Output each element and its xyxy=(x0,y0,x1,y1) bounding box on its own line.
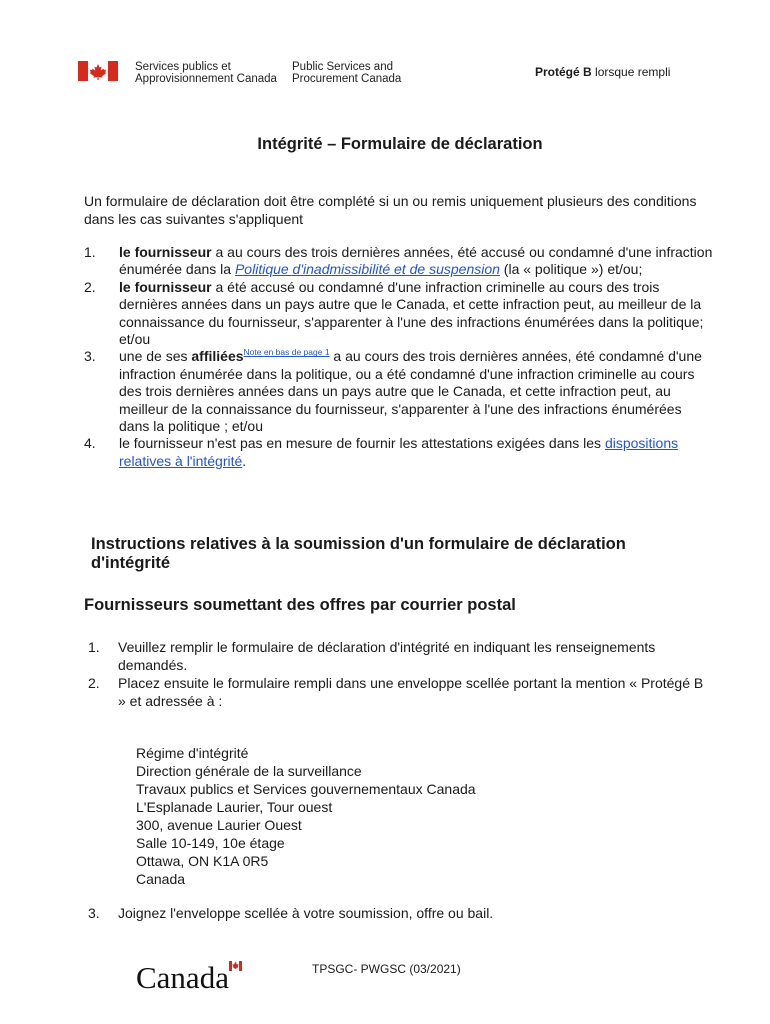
step-3 xyxy=(88,905,493,921)
list-item-number: 3. xyxy=(88,905,100,921)
department-fr-line1: Services publics et xyxy=(135,61,231,73)
steps-list xyxy=(84,638,704,710)
address-line: Salle 10-149, 10e étage xyxy=(136,835,285,851)
condition-text: a au cours des trois dernières années, été condamné d'une infraction énumérée dans la politique, ou a été condamné d'une infraction criminelle au cours des trois dernières années dans un pays autre que le Canada, et cette infraction peut, au meilleur de la connaissance du fournisseur, s'apparenter à l'une des infractions énumérées dans la politique ; et/ou xyxy=(119,348,702,435)
supplier-term: le fournisseur xyxy=(119,244,212,260)
list-item-number: 1. xyxy=(84,244,96,260)
condition-text-end: (la « politique ») et/ou; xyxy=(499,261,643,278)
step-text: Veuillez remplir le formulaire de déclaration d'intégrité en indiquant les renseignements demandés. xyxy=(118,639,656,673)
security-level: Protégé B xyxy=(535,65,592,79)
list-item xyxy=(84,279,714,349)
instructions-heading: Instructions relatives à la soumission d'un formulaire de déclaration d'intégrité xyxy=(91,535,626,572)
condition-text-end: . xyxy=(242,452,247,469)
list-item xyxy=(84,674,704,710)
page-title: Intégrité – Formulaire de déclaration xyxy=(257,135,543,153)
postal-heading: Fournisseurs soumettant des offres par courrier postal xyxy=(84,596,516,614)
security-note: lorsque rempli xyxy=(595,65,671,79)
department-en-line1: Public Services and xyxy=(292,61,393,73)
supplier-term: le fournisseur xyxy=(119,278,212,295)
list-item-number: 4. xyxy=(84,435,96,452)
department-en-line2: Procurement Canada xyxy=(292,73,402,85)
condition-prefix: une de ses xyxy=(119,348,192,365)
address-line: 300, avenue Laurier Ouest xyxy=(136,817,302,833)
address-line: Travaux publics et Services gouvernementaux Canada xyxy=(136,781,476,797)
step-text: Placez ensuite le formulaire rempli dans une enveloppe scellée portant la mention « Protégé B » et adressée à : xyxy=(118,675,704,709)
step-text: Joignez l'enveloppe scellée à votre soumission, offre ou bail. xyxy=(118,905,494,921)
list-item-number: 1. xyxy=(88,639,100,655)
wordmark-text: Canada xyxy=(136,960,229,994)
conditions-list xyxy=(84,244,714,470)
department-name-en xyxy=(292,61,401,85)
list-item-number: 2. xyxy=(84,278,96,295)
address-line: Direction générale de la surveillance xyxy=(136,763,362,779)
condition-text: le fournisseur n'est pas en mesure de fournir les attestations exigées dans les xyxy=(119,435,605,452)
address-line: L'Esplanade Laurier, Tour ouest xyxy=(136,799,333,815)
list-item-number: 3. xyxy=(84,348,96,365)
form-number: TPSGC- PWGSC (03/2021) xyxy=(312,962,461,976)
department-name-fr xyxy=(135,61,277,85)
list-item xyxy=(84,244,714,279)
footnote-link[interactable]: Note en bas de page 1 xyxy=(243,347,330,358)
list-item xyxy=(84,348,714,435)
department-fr-line2: Approvisionnement Canada xyxy=(135,73,277,85)
address-line: Canada xyxy=(136,871,186,887)
condition-text: a été accusé ou condamné d'une infraction criminelle au cours des trois dernières années dans un pays autre que le Canada, et cette infraction peut, au meilleur de la connaissance du fournisseur, s'apparenter à l'une des infractions énumérées dans la politique; et/ou xyxy=(119,278,704,348)
affiliates-term: affiliées xyxy=(191,348,244,365)
list-item xyxy=(84,638,704,674)
canada-wordmark-logo xyxy=(136,958,244,994)
canada-flag-icon xyxy=(78,61,118,81)
list-item-number: 2. xyxy=(88,675,100,691)
integrity-provisions-link[interactable]: dispositions relatives à l'intégrité xyxy=(119,435,679,469)
address-line: Ottawa, ON K1A 0R5 xyxy=(136,853,269,869)
policy-link[interactable]: Politique d'inadmissibilité et de suspension xyxy=(234,261,500,278)
list-item xyxy=(84,435,714,470)
mailing-address xyxy=(136,744,476,888)
condition-text: a au cours des trois dernières années, été accusé ou condamné d'une infraction énumérée dans la xyxy=(119,244,713,278)
security-classification xyxy=(535,65,670,79)
intro-paragraph: Un formulaire de déclaration doit être complété si un ou remis uniquement plusieurs des conditions dans les cas suivantes s'appliquent xyxy=(84,193,697,227)
address-line: Régime d'intégrité xyxy=(136,745,249,761)
